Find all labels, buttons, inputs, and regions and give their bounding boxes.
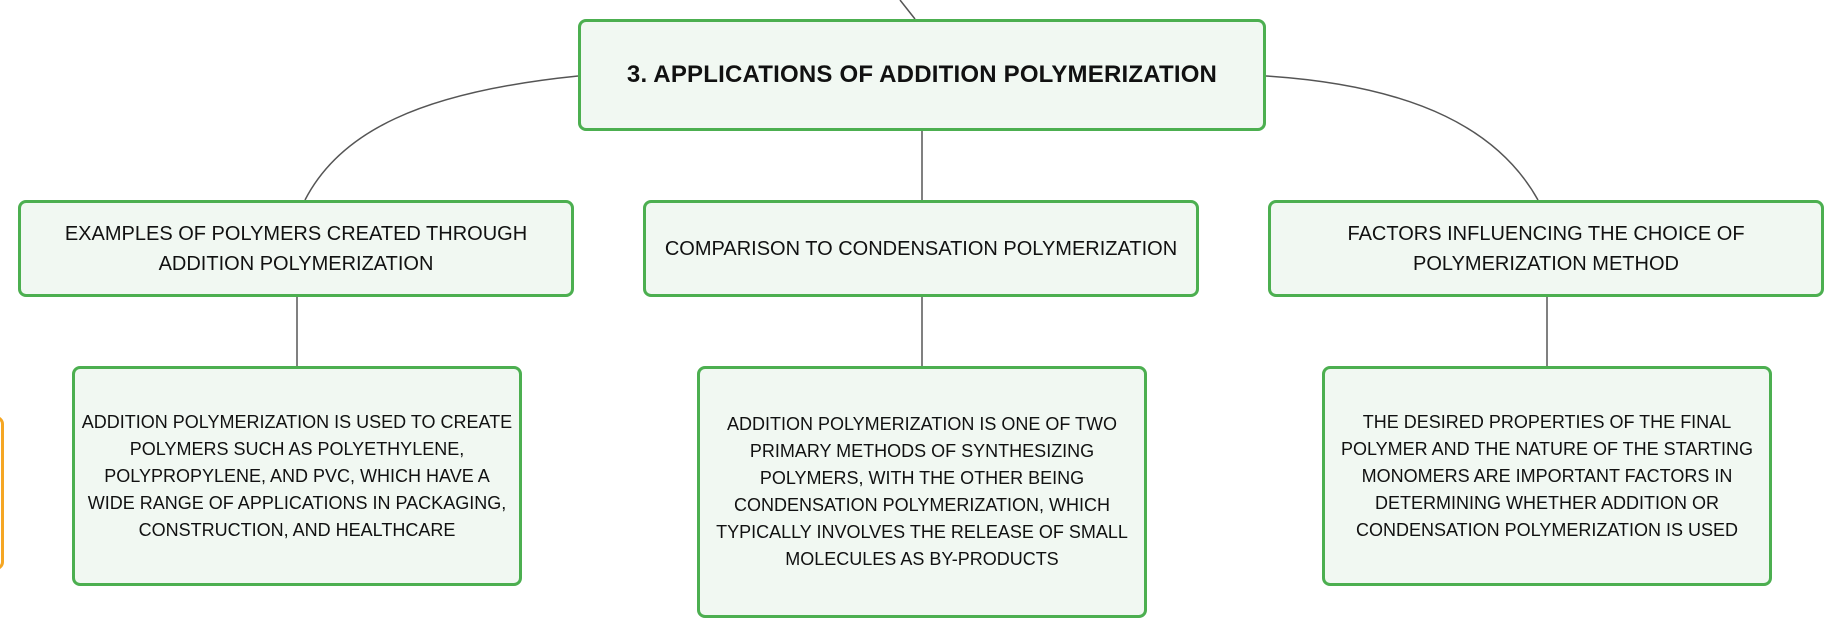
- detail-node-comparison[interactable]: [697, 366, 1147, 618]
- root-node-label: 3. APPLICATIONS OF ADDITION POLYMERIZATION: [626, 61, 1218, 88]
- topic-node-label: EXAMPLES OF POLYMERS CREATED THROUGH ADDITION POLYMERIZATION: [64, 222, 528, 275]
- topic-node-factors[interactable]: [1268, 200, 1824, 297]
- detail-node-examples[interactable]: [72, 366, 522, 586]
- detail-node-text: ADDITION POLYMERIZATION IS ONE OF TWO PRIMARY METHODS OF SYNTHESIZING POLYMERS, WITH THE OTHER BEING CONDENSATION POLYMERIZATION, WHICH TYPICALLY INVOLVES THE RELEASE OF SMALL MOLECULES AS BY-PRODUCTS: [716, 414, 1128, 569]
- topic-node-label: COMPARISON TO CONDENSATION POLYMERIZATION: [664, 237, 1178, 260]
- root-node[interactable]: [578, 19, 1266, 131]
- detail-node-text: THE DESIRED PROPERTIES OF THE FINAL POLYMER AND THE NATURE OF THE STARTING MONOMERS ARE IMPORTANT FACTORS IN DETERMINING WHETHER ADDITION OR CONDENSATION POLYMERIZATION IS USED: [1340, 411, 1754, 540]
- connector-parent-to-root: [900, 0, 915, 19]
- topic-node-examples[interactable]: [18, 200, 574, 297]
- topic-node-comparison[interactable]: [643, 200, 1199, 297]
- connector-root-to-topic-1: [305, 76, 578, 200]
- connector-root-to-topic-3: [1266, 76, 1538, 200]
- topic-node-label: FACTORS INFLUENCING THE CHOICE OF POLYMERIZATION METHOD: [1347, 222, 1745, 275]
- offscreen-node-edge[interactable]: [0, 416, 4, 570]
- detail-node-text: ADDITION POLYMERIZATION IS USED TO CREATE POLYMERS SUCH AS POLYETHYLENE, POLYPROPYLENE, AND PVC, WHICH HAVE A WIDE RANGE OF APPLICATIONS IN PACKAGING, CONSTRUCTION, AND HEALTHCARE: [81, 411, 513, 540]
- detail-node-factors[interactable]: [1322, 366, 1772, 586]
